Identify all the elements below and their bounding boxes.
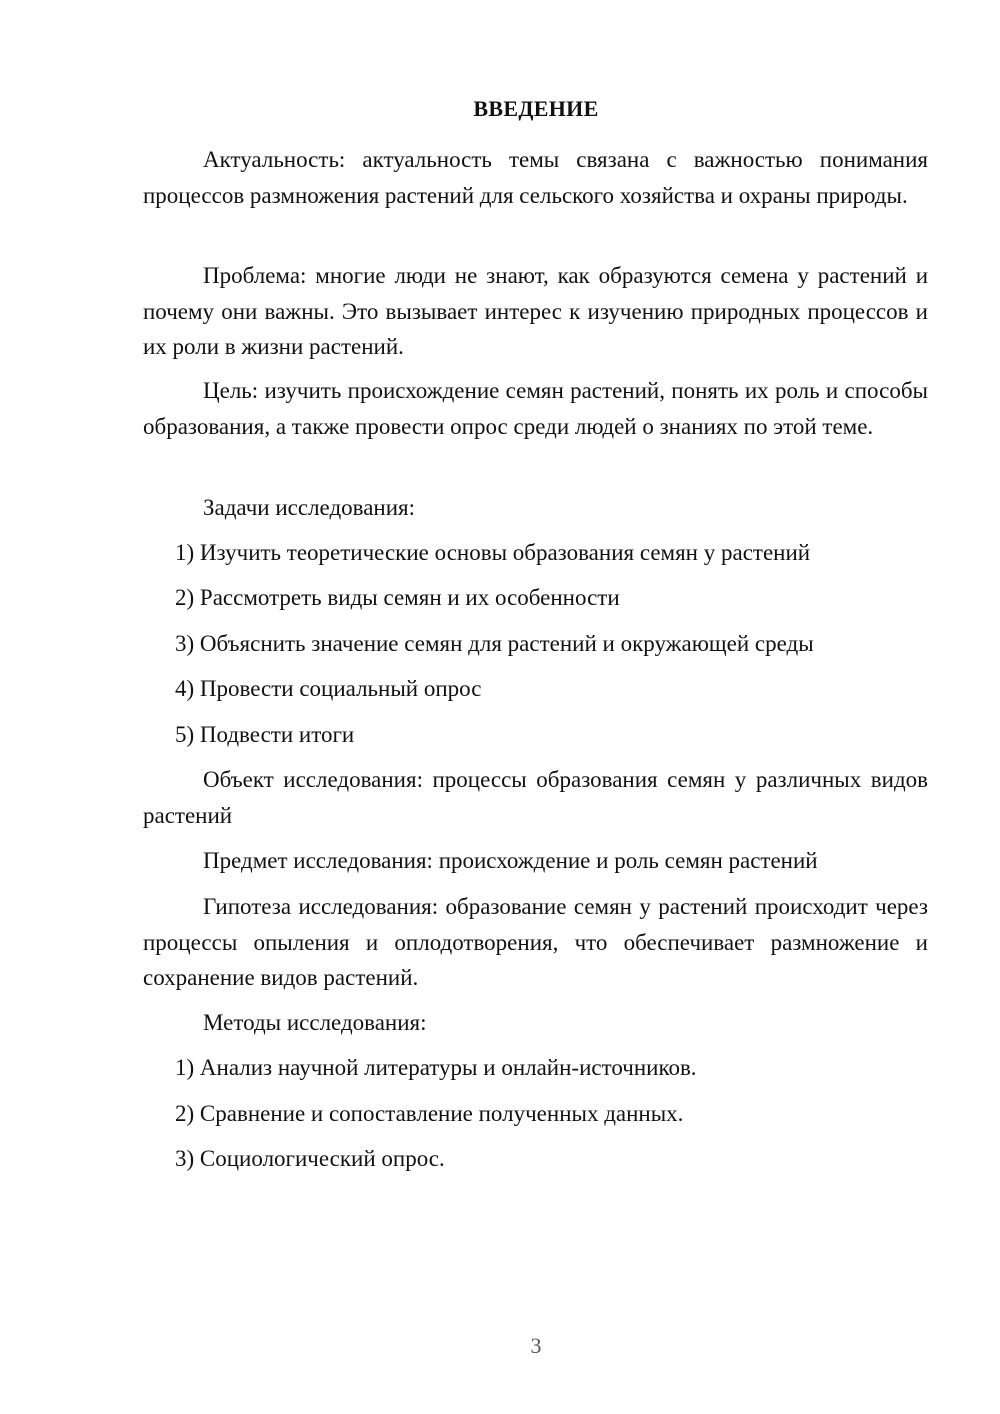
goal-paragraph: Цель: изучить происхождение семян растений, понять их роль и способы образования, а также провести опрос среди людей о знаниях по этой теме. — [143, 378, 928, 439]
task-item-5: 5) Подвести итоги — [175, 722, 355, 747]
method-item-3: 3) Социологический опрос. — [175, 1146, 445, 1171]
method-item-2: 2) Сравнение и сопоставление полученных данных. — [175, 1101, 684, 1126]
hypothesis-paragraph: Гипотеза исследования: образование семян у растений происходит через процессы опыления и оплодотворения, что обеспечивает размножение и сохранение видов растений. — [143, 894, 928, 990]
tasks-heading: Задачи исследования: — [203, 495, 416, 520]
subject-paragraph: Предмет исследования: происхождение и роль семян растений — [203, 848, 818, 873]
relevance-paragraph: Актуальность: актуальность темы связана с важностью понимания процессов размножения растений для сельского хозяйства и охраны природы. — [143, 147, 928, 208]
page-number: 3 — [530, 1333, 542, 1358]
task-item-4: 4) Провести социальный опрос — [175, 676, 482, 701]
problem-paragraph: Проблема: многие люди не знают, как образуются семена у растений и почему они важны. Это вызывает интерес к изучению природных процессов и их роли в жизни растений. — [143, 263, 928, 359]
method-item-1: 1) Анализ научной литературы и онлайн-источников. — [175, 1055, 697, 1080]
page-title: ВВЕДЕНИЕ — [473, 96, 599, 121]
task-item-1: 1) Изучить теоретические основы образования семян у растений — [175, 540, 811, 565]
task-item-2: 2) Рассмотреть виды семян и их особенности — [175, 585, 620, 610]
task-item-3: 3) Объяснить значение семян для растений и окружающей среды — [175, 631, 814, 656]
object-paragraph: Объект исследования: процессы образования семян у различных видов растений — [143, 767, 928, 828]
methods-heading: Методы исследования: — [203, 1010, 427, 1035]
